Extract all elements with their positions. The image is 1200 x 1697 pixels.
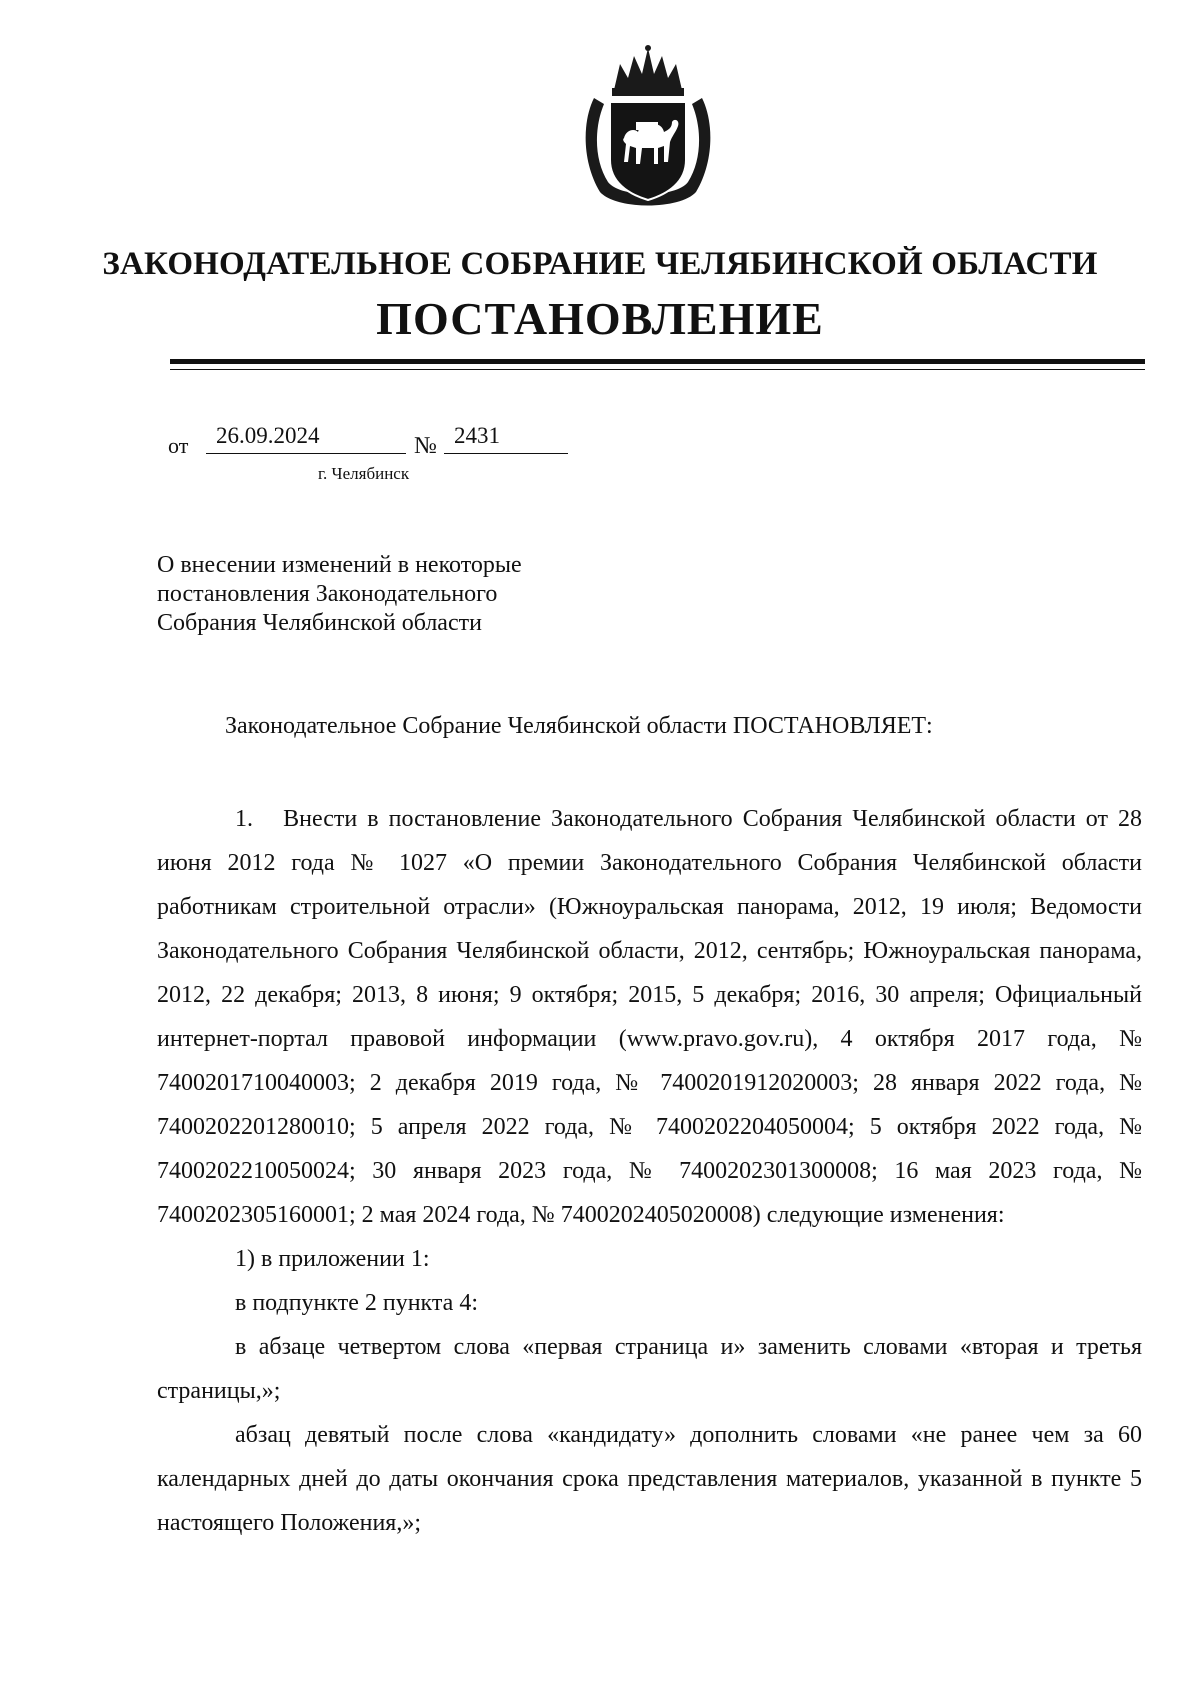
paragraph: абзац девятый после слова «кандидату» дополнить словами «не ранее чем за 60 календарных дней до даты окончания срока представления материалов, указанной в пункте 5 настоящего Положения,»; (157, 1422, 1142, 1536)
date-field (206, 423, 406, 454)
paragraph: 1) в приложении 1: (235, 1246, 430, 1272)
paragraph: в абзаце четвертом слова «первая страница и» заменить словами «вторая и третья страницы,»; (157, 1334, 1142, 1404)
chelyabinsk-coat-of-arms-icon (576, 42, 720, 212)
document-body (157, 797, 1142, 1545)
subject-line: Собрания Челябинской области (157, 610, 482, 636)
document-date: 26.09.2024 (216, 423, 320, 448)
header-rule-thick (170, 359, 1145, 364)
number-label: № (414, 433, 437, 459)
paragraph: 1. Внести в постановление Законодательного Собрания Челябинской области от 28 июня 2012 года № 1027 «О премии Законодательного Собрания Челябинской области работникам строительной отрасли» (Южноуральская панорама, 2012, 19 июля; Ведомости Законодательного Собрания Челябинской области, 2012, сентябрь; Южноуральская панорама, 2012, 22 декабря; 2013, 8 июня; 9 октября; 2015, 5 декабря; 2016, 30 апреля; Официальный интернет-портал правовой информации (www.pravo.gov.ru), 4 октября 2017 года, № 7400201710040003; 2 декабря 2019 года, № 7400201912020003; 28 января 2022 года, № 7400202201280010; 5 апреля 2022 года, № 7400202204050004; 5 октября 2022 года, № 7400202210050024; 30 января 2023 года, № 7400202301300008; 16 мая 2023 года, № 7400202305160001; 2 мая 2024 года, № 7400202405020008) следующие изменения: (157, 806, 1142, 1228)
paragraph: в подпункте 2 пункта 4: (235, 1290, 478, 1316)
document-subject (157, 551, 677, 638)
document-number: 2431 (454, 423, 500, 448)
from-label: от (168, 433, 189, 458)
number-field (444, 423, 568, 454)
subject-line: постановления Законодательного (157, 581, 498, 607)
date-number-row (168, 423, 588, 457)
city: г. Челябинск (318, 464, 410, 483)
preamble: Законодательное Собрание Челябинской области ПОСТАНОВЛЯЕТ: (225, 713, 933, 739)
organization-title: ЗАКОНОДАТЕЛЬНОЕ СОБРАНИЕ ЧЕЛЯБИНСКОЙ ОБЛАСТИ (102, 246, 1098, 282)
header-rule-thin (170, 369, 1145, 370)
document-type: ПОСТАНОВЛЕНИЕ (376, 293, 824, 344)
subject-line: О внесении изменений в некоторые (157, 552, 522, 578)
